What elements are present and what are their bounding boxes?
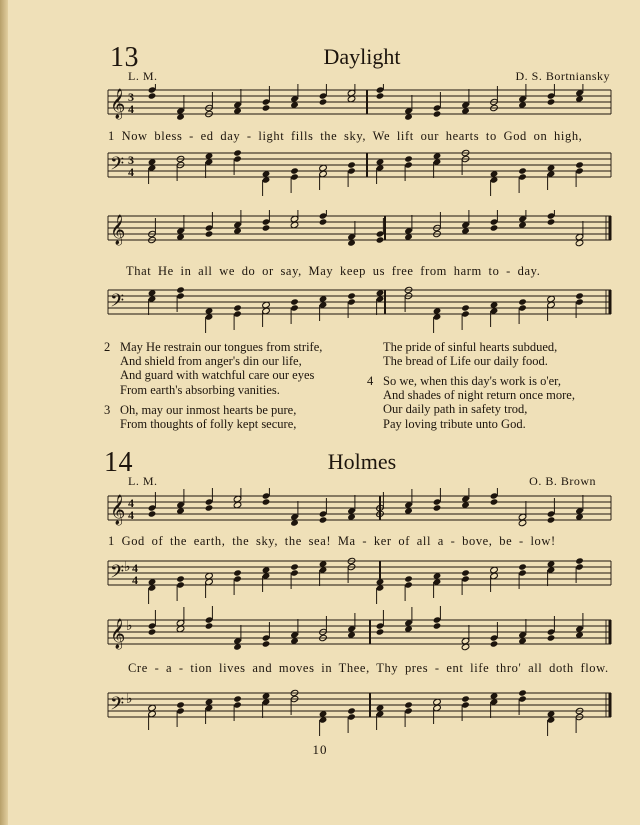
notehead bbox=[176, 701, 185, 708]
hymn-14-title: Holmes bbox=[327, 449, 397, 474]
notehead bbox=[575, 557, 584, 564]
notehead bbox=[148, 92, 157, 99]
svg-text:4: 4 bbox=[132, 573, 138, 587]
notehead bbox=[490, 224, 499, 231]
hymn-14-lyric-1: 1 God of the earth, the sky, the sea! Ma - ker of all a - bove, be - low! bbox=[108, 534, 556, 548]
notehead bbox=[433, 110, 442, 117]
staff-bass-13-2 bbox=[0, 280, 640, 340]
verse-line: From thoughts of folly kept secure, bbox=[120, 417, 297, 432]
notehead bbox=[347, 161, 356, 168]
verse-line: From earth's absorbing vanities. bbox=[120, 382, 280, 397]
svg-text:♭: ♭ bbox=[126, 619, 133, 634]
notehead bbox=[262, 640, 271, 647]
verse-number: 2 bbox=[104, 340, 111, 354]
notehead bbox=[262, 498, 271, 505]
notehead bbox=[376, 236, 385, 243]
notehead bbox=[547, 98, 556, 105]
notehead bbox=[547, 634, 556, 641]
notehead bbox=[262, 224, 271, 231]
verse-line: And shield from anger's din our life, bbox=[120, 354, 302, 369]
svg-text:𝄢: 𝄢 bbox=[110, 694, 125, 719]
notehead bbox=[461, 304, 470, 311]
verse-line: The bread of Life our daily food. bbox=[383, 354, 548, 369]
svg-text:3: 3 bbox=[128, 90, 134, 104]
notehead bbox=[347, 707, 356, 714]
staff-svg bbox=[0, 143, 640, 203]
notehead bbox=[547, 516, 556, 523]
hymn-13-lyric-2: That He in all we do or say, May keep us free from harm to - day. bbox=[126, 264, 541, 278]
verse-4 bbox=[367, 374, 575, 431]
verse-3 bbox=[104, 403, 297, 432]
notehead bbox=[490, 640, 499, 647]
svg-text:4: 4 bbox=[128, 102, 134, 116]
page-number: 10 bbox=[312, 742, 328, 757]
staff-svg bbox=[0, 280, 640, 340]
staff-bass-14-2 bbox=[0, 679, 640, 739]
verse-2 bbox=[104, 340, 323, 397]
staff-svg bbox=[0, 551, 640, 611]
notehead bbox=[433, 622, 442, 629]
verse-number: 4 bbox=[367, 374, 374, 388]
notehead bbox=[205, 504, 214, 511]
staff-bass-13-1 bbox=[0, 143, 640, 203]
notehead bbox=[262, 104, 271, 111]
svg-text:𝄢: 𝄢 bbox=[110, 291, 125, 316]
notehead bbox=[148, 628, 157, 635]
notehead bbox=[205, 230, 214, 237]
svg-text:𝄞: 𝄞 bbox=[110, 215, 126, 245]
verse-line: And guard with watchful care our eyes bbox=[120, 368, 315, 383]
hymn-13-composer: D. S. Bortniansky bbox=[515, 69, 610, 83]
notehead bbox=[233, 304, 242, 311]
notehead bbox=[319, 218, 328, 225]
svg-text:3: 3 bbox=[128, 153, 134, 167]
svg-text:♭: ♭ bbox=[124, 560, 131, 575]
notehead bbox=[148, 510, 157, 517]
notehead bbox=[176, 575, 185, 582]
notehead bbox=[233, 695, 242, 702]
notehead bbox=[233, 149, 242, 156]
notehead bbox=[433, 504, 442, 511]
verse-3-continued bbox=[383, 340, 557, 368]
notehead bbox=[376, 92, 385, 99]
hymn-14-lyric-2: Cre - a - tion lives and moves in Thee, Thy pres - ent life thro' all doth flow. bbox=[128, 661, 609, 675]
notehead bbox=[347, 292, 356, 299]
verse-number: 3 bbox=[104, 403, 111, 417]
svg-text:4: 4 bbox=[128, 508, 134, 522]
verse-line: So we, when this day's work is o'er, bbox=[383, 374, 561, 388]
hymn-14-number: 14 bbox=[104, 447, 133, 478]
verse-line: Pay loving tribute unto God. bbox=[383, 416, 526, 431]
hymn-14-composer: O. B. Brown bbox=[529, 474, 596, 488]
staff-svg bbox=[0, 606, 640, 666]
notehead bbox=[575, 292, 584, 299]
svg-text:𝄞: 𝄞 bbox=[110, 495, 126, 525]
staff-svg bbox=[0, 679, 640, 739]
notehead bbox=[461, 695, 470, 702]
notehead bbox=[290, 298, 299, 305]
notehead bbox=[404, 575, 413, 582]
hymn-13-meter: L. M. bbox=[128, 69, 158, 83]
verse-line: The pride of sinful hearts subdued, bbox=[383, 340, 558, 354]
svg-text:𝄢: 𝄢 bbox=[110, 562, 125, 587]
verse-line: And shades of night return once more, bbox=[383, 388, 575, 403]
notehead bbox=[404, 701, 413, 708]
notehead bbox=[290, 167, 299, 174]
svg-text:𝄞: 𝄞 bbox=[110, 89, 126, 119]
svg-text:4: 4 bbox=[132, 561, 138, 575]
hymn-14-meter: L. M. bbox=[128, 474, 158, 488]
notehead bbox=[404, 155, 413, 162]
verse-line: Oh, may our inmost hearts be pure, bbox=[120, 403, 297, 417]
hymn-13-lyric-1: 1 Now bless - ed day - light fills the sky, We lift our hearts to God on high, bbox=[108, 129, 583, 143]
notehead bbox=[518, 298, 527, 305]
hymn-13-number: 13 bbox=[110, 42, 139, 73]
staff-treble-13-2 bbox=[0, 210, 640, 270]
svg-text:4: 4 bbox=[128, 496, 134, 510]
verse-line: Our daily path in safety trod, bbox=[383, 402, 528, 417]
notehead bbox=[205, 622, 214, 629]
notehead bbox=[176, 286, 185, 293]
notehead bbox=[518, 689, 527, 696]
svg-text:𝄢: 𝄢 bbox=[110, 154, 125, 179]
svg-text:𝄞: 𝄞 bbox=[110, 619, 126, 649]
notehead bbox=[319, 516, 328, 523]
notehead bbox=[490, 498, 499, 505]
notehead bbox=[290, 563, 299, 570]
notehead bbox=[518, 563, 527, 570]
staff-svg bbox=[0, 210, 640, 270]
staff-treble-14-2 bbox=[0, 606, 640, 666]
svg-text:4: 4 bbox=[128, 165, 134, 179]
notehead bbox=[233, 569, 242, 576]
notehead bbox=[547, 218, 556, 225]
verse-line: May He restrain our tongues from strife, bbox=[120, 340, 323, 354]
notehead bbox=[575, 161, 584, 168]
notehead bbox=[518, 167, 527, 174]
notehead bbox=[319, 98, 328, 105]
notehead bbox=[461, 569, 470, 576]
hymn-13-title: Daylight bbox=[323, 44, 401, 69]
svg-text:♭: ♭ bbox=[126, 692, 133, 707]
staff-bass-14-1 bbox=[0, 551, 640, 611]
notehead bbox=[376, 628, 385, 635]
